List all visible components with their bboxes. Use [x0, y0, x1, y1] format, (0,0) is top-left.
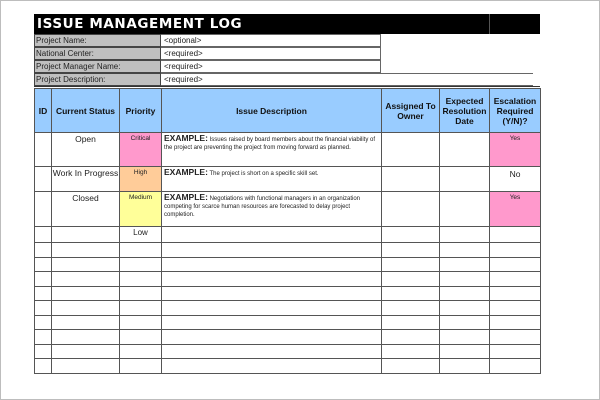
cell-priority[interactable]	[120, 359, 162, 374]
cell-owner[interactable]	[382, 243, 440, 258]
cell-owner[interactable]	[382, 315, 440, 330]
cell-priority-critical[interactable]: Critical	[120, 133, 162, 167]
cell-status[interactable]	[52, 257, 120, 272]
cell-date[interactable]	[440, 286, 490, 301]
cell-escalation[interactable]	[490, 344, 541, 359]
cell-date[interactable]	[440, 301, 490, 316]
table-row	[35, 167, 541, 192]
cell-escalation[interactable]	[490, 315, 541, 330]
cell-date[interactable]	[440, 227, 490, 243]
cell-priority[interactable]	[120, 286, 162, 301]
table-row-empty	[35, 359, 541, 374]
table-row-empty	[35, 257, 541, 272]
cell-escalation[interactable]	[490, 243, 541, 258]
cell-status[interactable]	[52, 286, 120, 301]
issue-text: The project is short on a specific skill set.	[207, 171, 319, 177]
blank-rows	[35, 243, 541, 374]
cell-date[interactable]	[440, 272, 490, 287]
cell-status[interactable]	[52, 359, 120, 374]
issue-text: Negotiations with functional managers in an organization competing for scarce human resources are forecasted to delay project completion.	[164, 196, 361, 218]
cell-priority[interactable]	[120, 344, 162, 359]
cell-issue[interactable]	[162, 227, 382, 243]
cell-priority-medium[interactable]: Medium	[120, 192, 162, 227]
table-row	[35, 227, 541, 243]
cell-issue[interactable]	[162, 133, 382, 167]
cell-date[interactable]	[440, 243, 490, 258]
cell-escalation[interactable]	[490, 272, 541, 287]
cell-status[interactable]: Work In Progress	[52, 167, 120, 192]
cell-escalation[interactable]	[490, 227, 541, 243]
table-row-empty	[35, 330, 541, 345]
cell-priority[interactable]	[120, 330, 162, 345]
cell-issue[interactable]	[162, 167, 382, 192]
cell-priority[interactable]	[120, 243, 162, 258]
table-row	[35, 192, 541, 227]
cell-date[interactable]	[440, 315, 490, 330]
cell-id[interactable]	[35, 243, 52, 258]
cell-status[interactable]: Closed	[52, 192, 120, 227]
cell-id[interactable]	[35, 286, 52, 301]
example-label: EXAMPLE:	[164, 192, 208, 202]
cell-owner[interactable]	[382, 272, 440, 287]
cell-owner[interactable]	[382, 344, 440, 359]
col-header-date: Expected Resolution Date	[440, 89, 490, 133]
issue-text: Issues raised by board members about the financial viability of the project are preventing the project from moving forward as planned.	[164, 137, 376, 151]
cell-owner[interactable]	[382, 192, 440, 227]
example-label: EXAMPLE:	[164, 133, 208, 143]
sheet-title	[34, 14, 540, 34]
project-name-field[interactable]: <optional>	[161, 34, 381, 47]
sheet-title-text: ISSUE MANAGEMENT LOG	[37, 16, 243, 32]
cell-priority[interactable]	[120, 301, 162, 316]
cell-date[interactable]	[440, 344, 490, 359]
col-header-id: ID	[35, 89, 52, 133]
title-divider	[489, 14, 490, 34]
cell-id[interactable]	[35, 227, 52, 243]
col-header-escalation: Escalation Required (Y/N)?	[490, 89, 541, 133]
project-description-field[interactable]: <required>	[161, 73, 533, 86]
cell-issue[interactable]	[162, 257, 382, 272]
cell-status[interactable]	[52, 315, 120, 330]
cell-escalation[interactable]	[490, 359, 541, 374]
cell-owner[interactable]	[382, 286, 440, 301]
cell-date[interactable]	[440, 359, 490, 374]
cell-escalation[interactable]	[490, 330, 541, 345]
cell-escalation[interactable]: Yes	[490, 133, 541, 167]
cell-id[interactable]	[35, 272, 52, 287]
cell-priority[interactable]	[120, 257, 162, 272]
table-row-empty	[35, 286, 541, 301]
cell-escalation[interactable]: No	[490, 167, 541, 192]
cell-status[interactable]	[52, 330, 120, 345]
table-row	[35, 133, 541, 167]
cell-id[interactable]	[35, 344, 52, 359]
cell-priority-low[interactable]: Low	[120, 227, 162, 243]
cell-priority[interactable]	[120, 315, 162, 330]
cell-id[interactable]	[35, 257, 52, 272]
cell-status[interactable]	[52, 301, 120, 316]
cell-priority[interactable]	[120, 272, 162, 287]
cell-date[interactable]	[440, 257, 490, 272]
col-header-status: Current Status	[52, 89, 120, 133]
cell-status[interactable]	[52, 272, 120, 287]
cell-date[interactable]	[440, 133, 490, 167]
cell-escalation[interactable]: Yes	[490, 192, 541, 227]
cell-issue[interactable]	[162, 192, 382, 227]
cell-issue[interactable]	[162, 301, 382, 316]
cell-status[interactable]	[52, 227, 120, 243]
cell-date[interactable]	[440, 167, 490, 192]
cell-owner[interactable]	[382, 301, 440, 316]
col-header-priority: Priority	[120, 89, 162, 133]
national-center-label: National Center:	[34, 47, 161, 60]
cell-date[interactable]	[440, 330, 490, 345]
cell-id[interactable]	[35, 167, 52, 192]
cell-escalation[interactable]	[490, 286, 541, 301]
cell-owner[interactable]	[382, 227, 440, 243]
table-row-empty	[35, 315, 541, 330]
table-row-empty	[35, 243, 541, 258]
cell-escalation[interactable]	[490, 301, 541, 316]
cell-date[interactable]	[440, 192, 490, 227]
cell-status[interactable]	[52, 344, 120, 359]
cell-id[interactable]	[35, 359, 52, 374]
cell-id[interactable]	[35, 330, 52, 345]
cell-owner[interactable]	[382, 167, 440, 192]
issue-table	[34, 88, 541, 374]
cell-issue[interactable]	[162, 359, 382, 374]
project-manager-label: Project Manager Name:	[34, 60, 161, 73]
cell-id[interactable]	[35, 192, 52, 227]
col-header-owner: Assigned To Owner	[382, 89, 440, 133]
table-row-empty	[35, 344, 541, 359]
cell-id[interactable]	[35, 301, 52, 316]
example-label: EXAMPLE:	[164, 167, 208, 177]
cell-status[interactable]: Open	[52, 133, 120, 167]
cell-priority-high[interactable]: High	[120, 167, 162, 192]
cell-id[interactable]	[35, 315, 52, 330]
table-row-empty	[35, 272, 541, 287]
table-header-row	[35, 89, 541, 133]
col-header-issue: Issue Description	[162, 89, 382, 133]
cell-status[interactable]	[52, 243, 120, 258]
project-description-label: Project Description:	[34, 73, 161, 86]
cell-issue[interactable]	[162, 286, 382, 301]
cell-issue[interactable]	[162, 243, 382, 258]
cell-id[interactable]	[35, 133, 52, 167]
project-manager-field[interactable]: <required>	[161, 60, 381, 73]
project-name-label: Project Name:	[34, 34, 161, 47]
cell-issue[interactable]	[162, 344, 382, 359]
cell-issue[interactable]	[162, 315, 382, 330]
meta-divider	[34, 86, 540, 87]
cell-owner[interactable]	[382, 330, 440, 345]
cell-owner[interactable]	[382, 257, 440, 272]
cell-issue[interactable]	[162, 330, 382, 345]
cell-owner[interactable]	[382, 133, 440, 167]
cell-escalation[interactable]	[490, 257, 541, 272]
cell-issue[interactable]	[162, 272, 382, 287]
national-center-field[interactable]: <required>	[161, 47, 381, 60]
cell-owner[interactable]	[382, 359, 440, 374]
table-row-empty	[35, 301, 541, 316]
